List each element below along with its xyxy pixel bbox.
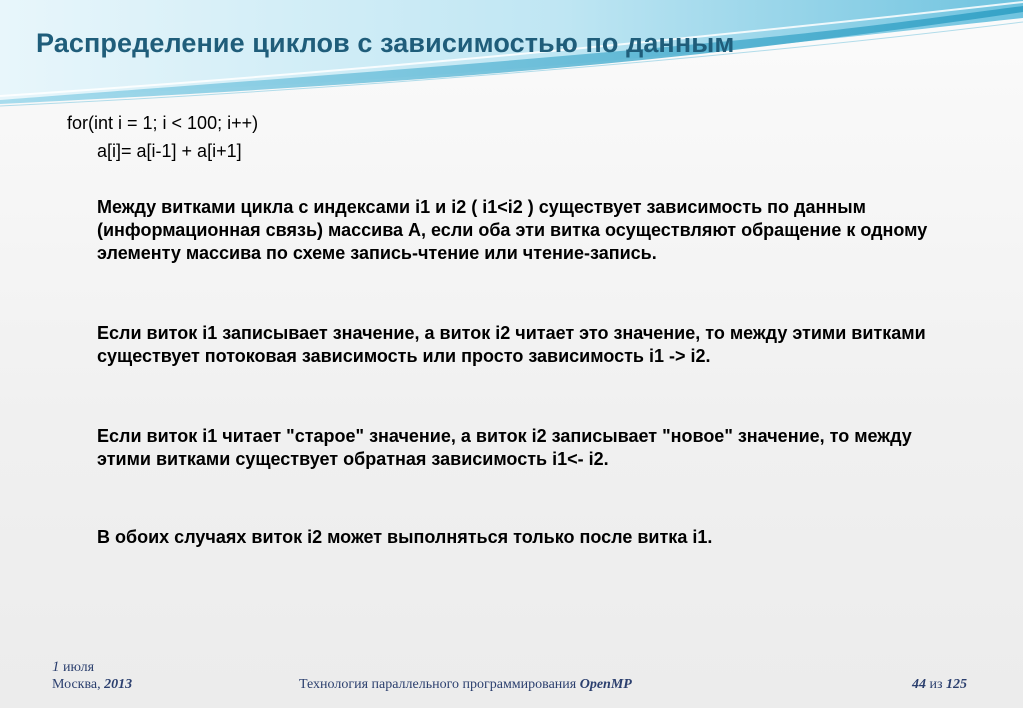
footer-course (299, 677, 632, 693)
footer-location (52, 677, 132, 693)
paragraph-dependency-definition: Между витками цикла с индексами i1 и i2 ( i1<i2 ) существует зависимость по данным (информационная связь) массива A, если оба эти витка осуществляют обращение к одному элементу массива по схеме запись-чтение или чтение-запись. (97, 197, 928, 263)
page-total: 125 (946, 677, 968, 692)
paragraph-anti-dependency: Если виток i1 читает "старое" значение, а виток i2 записывает "новое" значение, то между этими витками существует обратная зависимость i1<- i2. (97, 426, 912, 469)
footer-course-prefix: Технология параллельного программирования (299, 677, 580, 692)
paragraph-flow-dependency: Если виток i1 записывает значение, а виток i2 читает это значение, то между этими витками существует потоковая зависимость или просто зависимость i1 -> i2. (97, 323, 926, 366)
footer-day: 1 (52, 659, 60, 675)
page-current: 44 (912, 677, 926, 692)
footer-city: Москва, (52, 677, 105, 692)
footer-year: 2013 (104, 677, 133, 692)
footer-course-highlight: OpenMP (579, 677, 632, 692)
paragraph-conclusion: В обоих случаях виток i2 может выполняться только после витка i1. (97, 527, 713, 547)
footer-page-number (912, 677, 967, 693)
code-line-loop: for(int i = 1; i < 100; i++) (67, 113, 259, 133)
slide-title: Распределение циклов с зависимостью по данным (36, 28, 735, 58)
page-separator: из (926, 677, 947, 692)
footer-month: июля (63, 660, 95, 675)
code-line-body: a[i]= a[i-1] + a[i+1] (97, 141, 242, 161)
footer-date (52, 659, 94, 676)
